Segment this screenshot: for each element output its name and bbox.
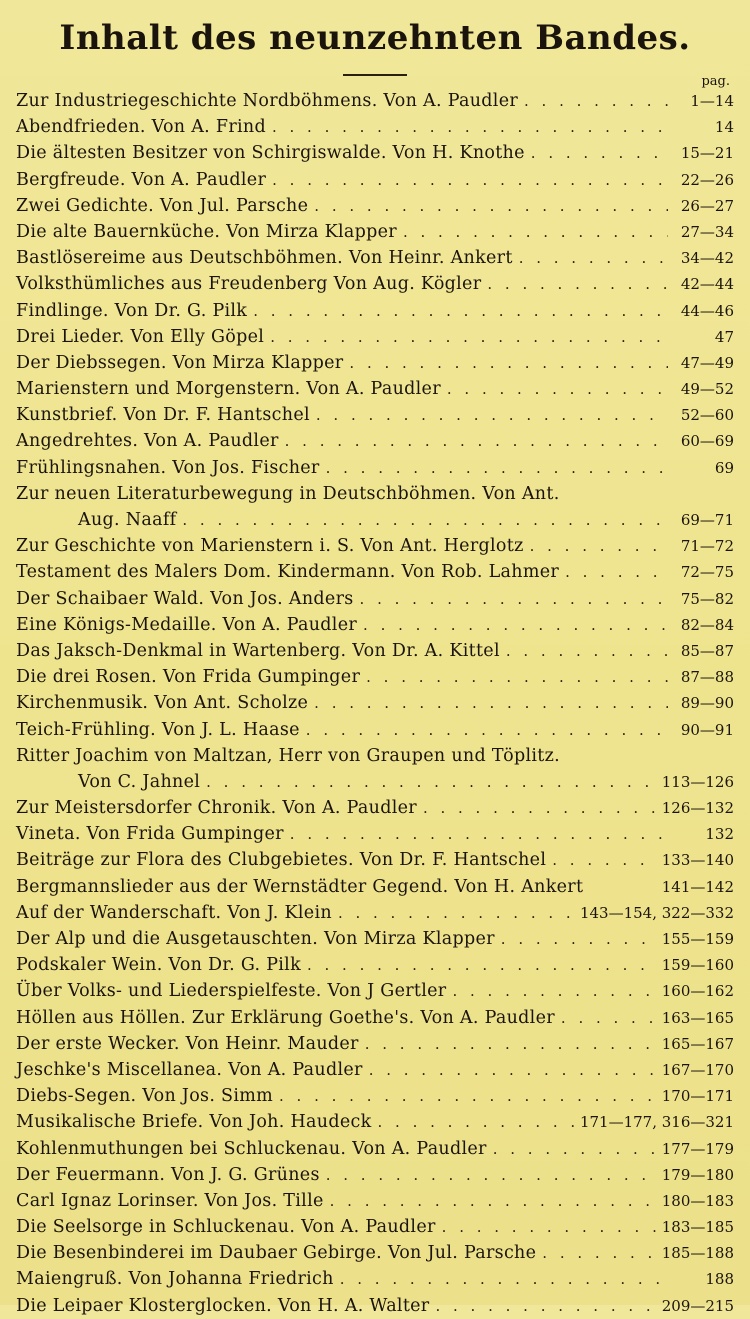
leader-dots bbox=[506, 638, 668, 664]
leader-dots bbox=[519, 245, 668, 271]
toc-entry-title: Zur neuen Literaturbewegung in Deutschböhmen. Von Ant. bbox=[16, 483, 560, 504]
leader-dots bbox=[306, 717, 668, 743]
toc-entry-pages: 85—87 bbox=[680, 641, 734, 660]
leader-dots bbox=[565, 559, 668, 585]
toc-entry-pages: 72—75 bbox=[680, 563, 734, 582]
toc-entry-pages: 185—188 bbox=[661, 1244, 734, 1263]
toc-entry bbox=[16, 271, 734, 297]
toc-entry bbox=[16, 481, 734, 507]
leader-dots bbox=[435, 1293, 655, 1319]
toc-entry-pages: 160—162 bbox=[661, 982, 734, 1001]
toc-entry bbox=[16, 1109, 734, 1135]
leader-dots bbox=[206, 769, 656, 795]
leader-dots bbox=[314, 193, 668, 219]
toc-entry-title: Höllen aus Höllen. Zur Erklärung Goethe's. Von A. Paudler bbox=[16, 1007, 555, 1028]
toc-entry-title: Die alte Bauernküche. Von Mirza Klapper bbox=[16, 221, 397, 242]
toc-entry-title: Zwei Gedichte. Von Jul. Parsche bbox=[16, 195, 309, 216]
toc-entry-title: Maiengruß. Von Johanna Friedrich bbox=[16, 1269, 334, 1290]
toc-entry-pages: 22—26 bbox=[680, 170, 734, 189]
toc-entry-title: Bastlösereime aus Deutschböhmen. Von Heinr. Ankert bbox=[16, 248, 513, 269]
toc-entry bbox=[16, 638, 734, 664]
toc-entry bbox=[16, 978, 734, 1004]
toc-entry-pages: 209—215 bbox=[661, 1296, 734, 1315]
toc-entry bbox=[16, 533, 734, 559]
toc-entry-title: Der Schaibaer Wald. Von Jos. Anders bbox=[16, 588, 354, 609]
leader-dots bbox=[403, 219, 668, 245]
leader-dots bbox=[561, 1005, 656, 1031]
toc-entry bbox=[16, 612, 734, 638]
toc-entry bbox=[16, 1162, 734, 1188]
toc-entry-pages: 179—180 bbox=[661, 1165, 734, 1184]
toc-entry-pages: 133—140 bbox=[661, 851, 734, 870]
leader-dots bbox=[487, 271, 668, 297]
leader-dots bbox=[447, 376, 668, 402]
toc-entry-title: Zur Meistersdorfer Chronik. Von A. Paudler bbox=[16, 798, 417, 819]
toc-entry bbox=[16, 690, 734, 716]
toc-entry-pages: 69 bbox=[714, 458, 734, 477]
toc-entry-title: Angedrehtes. Von A. Paudler bbox=[16, 431, 279, 452]
toc-entry-title: Beiträge zur Flora des Clubgebietes. Von Dr. F. Hantschel bbox=[16, 850, 547, 871]
toc-entry-title: Die drei Rosen. Von Frida Gumpinger bbox=[16, 667, 361, 688]
toc-entry bbox=[16, 1057, 734, 1083]
toc-entry-title: Der Feuermann. Von J. G. Grünes bbox=[16, 1164, 320, 1185]
toc-entry-pages: 82—84 bbox=[680, 615, 734, 634]
toc-entry-pages: 141—142 bbox=[661, 877, 734, 896]
toc-entry-pages: 180—183 bbox=[661, 1191, 734, 1210]
toc-entry-title: Von C. Jahnel bbox=[78, 771, 201, 792]
leader-dots bbox=[338, 900, 574, 926]
toc-entry-pages: 75—82 bbox=[680, 589, 734, 608]
leader-dots bbox=[501, 926, 656, 952]
leader-dots bbox=[270, 324, 668, 350]
leader-dots bbox=[272, 114, 668, 140]
toc-entry-pages: 171—177, 316—321 bbox=[579, 1113, 734, 1132]
toc-entry-title: Kunstbrief. Von Dr. F. Hantschel bbox=[16, 405, 310, 426]
toc-entry bbox=[16, 821, 734, 847]
toc-entry-title: Bergfreude. Von A. Paudler bbox=[16, 169, 267, 190]
toc-entry bbox=[16, 140, 734, 166]
toc-entry-pages: 113—126 bbox=[661, 772, 734, 791]
toc-entry bbox=[16, 769, 734, 795]
leader-dots bbox=[365, 1031, 656, 1057]
toc-entry-title: Die ältesten Besitzer von Schirgiswalde. Von H. Knothe bbox=[16, 143, 525, 164]
toc-entry bbox=[16, 795, 734, 821]
toc-entry bbox=[16, 428, 734, 454]
toc-entry-title: Jeschke's Miscellanea. Von A. Paudler bbox=[16, 1059, 363, 1080]
toc-entry bbox=[16, 1240, 734, 1266]
toc-entry-pages: 183—185 bbox=[661, 1218, 734, 1237]
leader-dots bbox=[452, 978, 655, 1004]
toc-entry-pages: 132 bbox=[705, 825, 734, 844]
toc-entry-title: Findlinge. Von Dr. G. Pilk bbox=[16, 300, 248, 321]
toc-entry bbox=[16, 376, 734, 402]
toc-entry-pages: 167—170 bbox=[661, 1060, 734, 1079]
toc-entry bbox=[16, 455, 734, 481]
leader-dots bbox=[552, 847, 655, 873]
toc-entry-pages: 90—91 bbox=[680, 720, 734, 739]
toc-entry-title: Auf der Wanderschaft. Von J. Klein bbox=[16, 902, 332, 923]
toc-entry-title: Testament des Malers Dom. Kindermann. Von Rob. Lahmer bbox=[16, 562, 560, 583]
toc-entry bbox=[16, 193, 734, 219]
toc-entry bbox=[16, 324, 734, 350]
toc-entry bbox=[16, 507, 734, 533]
leader-dots bbox=[330, 1188, 656, 1214]
toc-list bbox=[16, 88, 734, 1319]
toc-entry-title: Musikalische Briefe. Von Joh. Haudeck bbox=[16, 1112, 372, 1133]
toc-entry-title: Der Diebssegen. Von Mirza Klapper bbox=[16, 352, 344, 373]
page-title: Inhalt des neunzehnten Bandes. bbox=[59, 18, 691, 58]
leader-dots bbox=[316, 402, 668, 428]
leader-dots bbox=[326, 455, 668, 481]
title-divider bbox=[343, 74, 407, 76]
toc-entry-title: Aug. Naaff bbox=[78, 510, 177, 530]
toc-entry-pages: 34—42 bbox=[680, 249, 734, 268]
leader-dots bbox=[326, 1162, 656, 1188]
leader-dots bbox=[307, 952, 656, 978]
toc-entry-pages: 27—34 bbox=[680, 222, 734, 241]
toc-entry-title: Marienstern und Morgenstern. Von A. Paudler bbox=[16, 379, 441, 400]
toc-entry bbox=[16, 1293, 734, 1319]
toc-entry bbox=[16, 1188, 734, 1214]
toc-entry bbox=[16, 847, 734, 873]
leader-dots bbox=[363, 612, 668, 638]
toc-entry-pages: 188 bbox=[705, 1270, 734, 1289]
toc-entry bbox=[16, 1083, 734, 1109]
toc-entry bbox=[16, 88, 734, 114]
toc-entry-title: Ritter Joachim von Maltzan, Herr von Graupen und Töplitz. bbox=[16, 745, 560, 766]
toc-entry-title: Vineta. Von Frida Gumpinger bbox=[16, 824, 284, 845]
leader-dots bbox=[349, 350, 668, 376]
leader-dots bbox=[493, 1136, 656, 1162]
toc-entry bbox=[16, 926, 734, 952]
leader-dots bbox=[182, 507, 668, 533]
toc-entry bbox=[16, 900, 734, 926]
toc-entry-pages: 126—132 bbox=[661, 799, 734, 818]
toc-entry-pages: 47 bbox=[714, 327, 734, 346]
leader-dots bbox=[423, 795, 656, 821]
toc-entry-title: Abendfrieden. Von A. Frind bbox=[16, 117, 266, 138]
toc-entry-pages: 69—71 bbox=[680, 511, 734, 529]
toc-entry-pages: 170—171 bbox=[661, 1087, 734, 1106]
toc-entry bbox=[16, 1214, 734, 1240]
toc-entry-title: Der erste Wecker. Von Heinr. Mauder bbox=[16, 1033, 359, 1054]
toc-entry-pages: 52—60 bbox=[680, 406, 734, 425]
toc-entry-title: Die Besenbinderei im Daubaer Gebirge. Von Jul. Parsche bbox=[16, 1243, 537, 1264]
toc-entry-title: Der Alp und die Ausgetauschten. Von Mirza Klapper bbox=[16, 929, 495, 949]
toc-entry-pages: 177—179 bbox=[661, 1139, 734, 1158]
toc-entry-pages: 155—159 bbox=[661, 930, 734, 948]
leader-dots bbox=[378, 1109, 574, 1135]
leader-dots bbox=[253, 298, 668, 324]
toc-entry-title: Das Jaksch-Denkmal in Wartenberg. Von Dr. A. Kittel bbox=[16, 640, 500, 661]
toc-entry-title: Zur Industriegeschichte Nordböhmens. Von A. Paudler bbox=[16, 91, 519, 111]
toc-entry bbox=[16, 1031, 734, 1057]
page-column-label: pag. bbox=[701, 74, 730, 89]
toc-entry-title: Die Seelsorge in Schluckenau. Von A. Paudler bbox=[16, 1217, 436, 1238]
leader-dots bbox=[314, 690, 668, 716]
toc-entry-title: Frühlingsnahen. Von Jos. Fischer bbox=[16, 457, 320, 478]
toc-entry bbox=[16, 743, 734, 769]
toc-entry bbox=[16, 114, 734, 140]
toc-entry-title: Drei Lieder. Von Elly Göpel bbox=[16, 326, 265, 347]
toc-entry-title: Kohlenmuthungen bei Schluckenau. Von A. Paudler bbox=[16, 1138, 487, 1159]
toc-entry-pages: 159—160 bbox=[661, 956, 734, 975]
toc-entry bbox=[16, 586, 734, 612]
toc-entry-title: Diebs-Segen. Von Jos. Simm bbox=[16, 1086, 274, 1107]
leader-dots bbox=[279, 1083, 656, 1109]
toc-entry-title: Eine Königs-Medaille. Von A. Paudler bbox=[16, 614, 358, 635]
leader-dots bbox=[366, 664, 668, 690]
toc-entry-title: Über Volks- und Liederspielfeste. Von J Gertler bbox=[16, 981, 447, 1002]
toc-entry bbox=[16, 1136, 734, 1162]
toc-entry bbox=[16, 874, 734, 900]
toc-entry-pages: 49—52 bbox=[680, 380, 734, 399]
toc-entry bbox=[16, 717, 734, 743]
toc-entry bbox=[16, 245, 734, 271]
toc-entry bbox=[16, 1005, 734, 1031]
leader-dots bbox=[369, 1057, 656, 1083]
toc-entry-title: Volksthümliches aus Freudenberg Von Aug. Kögler bbox=[16, 274, 482, 295]
leader-dots bbox=[542, 1240, 655, 1266]
toc-entry bbox=[16, 402, 734, 428]
toc-entry-title: Die Leipaer Klosterglocken. Von H. A. Walter bbox=[16, 1295, 430, 1316]
toc-entry-pages: 87—88 bbox=[680, 668, 734, 687]
toc-entry-pages: 15—21 bbox=[680, 144, 734, 163]
leader-dots bbox=[530, 533, 668, 559]
toc-entry bbox=[16, 167, 734, 193]
toc-entry-pages: 71—72 bbox=[680, 537, 734, 556]
leader-dots bbox=[290, 821, 668, 847]
leader-dots bbox=[360, 586, 668, 612]
toc-entry-title: Carl Ignaz Lorinser. Von Jos. Tille bbox=[16, 1190, 324, 1211]
toc-entry-pages: 26—27 bbox=[680, 196, 734, 215]
leader-dots bbox=[340, 1266, 668, 1292]
toc-entry bbox=[16, 298, 734, 324]
toc-entry bbox=[16, 952, 734, 978]
toc-entry-title: Bergmannslieder aus der Wernstädter Gegend. Von H. Ankert bbox=[16, 876, 584, 897]
toc-entry-pages: 47—49 bbox=[680, 353, 734, 372]
toc-entry-title: Teich-Frühling. Von J. L. Haase bbox=[16, 719, 300, 740]
toc-entry-pages: 42—44 bbox=[680, 275, 734, 294]
toc-entry-pages: 44—46 bbox=[680, 301, 734, 320]
toc-entry bbox=[16, 559, 734, 585]
leader-dots bbox=[442, 1214, 656, 1240]
toc-entry-title: Kirchenmusik. Von Ant. Scholze bbox=[16, 693, 309, 714]
toc-entry bbox=[16, 219, 734, 245]
toc-entry-pages: 165—167 bbox=[661, 1034, 734, 1053]
toc-entry-pages: 143—154, 322—332 bbox=[579, 903, 734, 922]
toc-entry-title: Zur Geschichte von Marienstern i. S. Von Ant. Herglotz bbox=[16, 536, 524, 557]
toc-entry-pages: 89—90 bbox=[680, 694, 734, 713]
toc-entry-pages: 1—14 bbox=[690, 92, 734, 110]
toc-entry bbox=[16, 1266, 734, 1292]
leader-dots bbox=[524, 88, 668, 114]
toc-entry bbox=[16, 664, 734, 690]
toc-entry-pages: 60—69 bbox=[680, 432, 734, 451]
leader-dots bbox=[285, 428, 668, 454]
toc-entry-pages: 14 bbox=[714, 118, 734, 137]
toc-entry bbox=[16, 350, 734, 376]
leader-dots bbox=[531, 140, 668, 166]
leader-dots bbox=[272, 167, 668, 193]
toc-entry-title: Podskaler Wein. Von Dr. G. Pilk bbox=[16, 955, 301, 976]
toc-entry-pages: 163—165 bbox=[661, 1008, 734, 1027]
